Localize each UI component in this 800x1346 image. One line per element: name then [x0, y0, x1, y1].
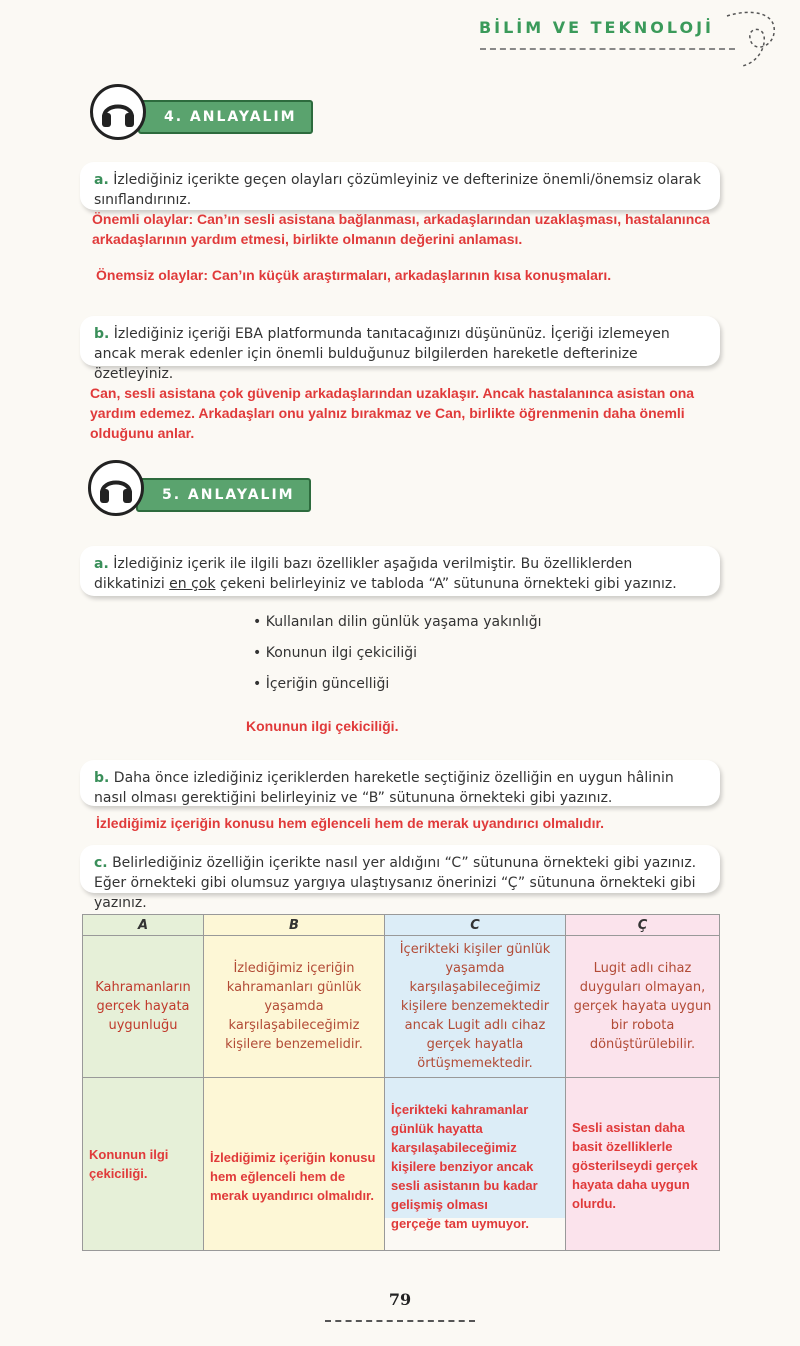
question-letter: b.	[94, 326, 110, 342]
list-item: • İçeriğin güncelliği	[253, 676, 390, 692]
question-5b-card	[80, 760, 720, 806]
headphones-icon	[88, 460, 144, 516]
question-4b-text: İzlediğiniz içeriği EBA platformunda tanıtacağınızı düşününüz. İçeriği izlemeyen ancak merak edenler için önemli bulduğunuz bilgilerden hareketle defterinize özetleyiniz.	[94, 326, 670, 382]
question-5a-underlined: en çok	[169, 576, 216, 592]
section-5-title: 5. ANLAYALIM	[136, 478, 311, 512]
table-cell: Konunun ilgi çekiciliği.	[83, 1078, 204, 1251]
table-header-a: A	[83, 915, 204, 936]
table-cell: İzlediğimiz içeriğin konusu hem eğlenceli hem de merak uyandırıcı olmalıdır.	[204, 1078, 385, 1251]
question-5c-text: Belirlediğiniz özelliğin içerikte nasıl yer aldığını “C” sütununa örnekteki gibi yazınız. Eğer örnekteki gibi olumsuz yargıya ulaştıysanız önerinizi “Ç” sütununa örnekteki gibi yazınız.	[94, 855, 697, 911]
table-cell-c	[385, 1078, 566, 1251]
table-row	[83, 936, 720, 1078]
question-4a-text: İzlediğiniz içerikte geçen olayları çözümleyiniz ve defterinize önemli/önemsiz olarak sınıflandırınız.	[94, 172, 701, 208]
question-4a-card	[80, 162, 720, 210]
table-header-c: C	[385, 915, 566, 936]
answer-5a: Konunun ilgi çekiciliği.	[246, 718, 399, 734]
question-5a-text-1: İzlediğiniz içerik ile ilgili bazı özellikler aşağıda verilmiştir. Bu özelliklerden dikkatinizi	[94, 556, 633, 592]
question-5b-text: Daha önce izlediğiniz içeriklerden hareketle seçtiğiniz özelliğin en uygun hâlinin nasıl olması gerektiğini belirleyiniz ve “B” sütununa örnekteki gibi yazınız.	[94, 770, 674, 806]
answer-4a-important: Önemli olaylar: Can’ın sesli asistana bağlanması, arkadaşlarından uzaklaşması, hastalanınca arkadaşlarının yardım etmesi, birlikte olmanın değerini anlaması.	[92, 211, 710, 247]
question-letter: c.	[94, 855, 108, 871]
question-4b-card	[80, 316, 720, 382]
feature-list	[253, 614, 542, 707]
table-cell: İzlediğimiz içeriğin kahramanları günlük yaşamda karşılaşabileceğimiz kişilere benzemelidir.	[204, 936, 385, 1078]
question-letter: a.	[94, 556, 109, 572]
table-cell: İçerikteki kişiler günlük yaşamda karşılaşabileceğimiz kişilere benzemektedir ancak Lugit adlı cihaz gerçek hayatla örtüşmemektedir.	[385, 936, 566, 1078]
answer-5b: İzlediğimiz içeriğin konusu hem eğlenceli hem de merak uyandırıcı olmalıdır.	[96, 815, 605, 831]
question-5a-text-2: çekeni belirleyiniz ve tabloda “A” sütununa örnekteki gibi yazınız.	[219, 576, 677, 592]
answer-4b-summary: Can, sesli asistana çok güvenip arkadaşlarından uzaklaşır. Ancak hastalanınca asistan ona yardım edemez. Arkadaşları onu yalnız bırakmaz ve Can, birlikte öğrenmenin daha önemli olduğunu anlar.	[90, 385, 695, 441]
table-header-cc: Ç	[566, 915, 720, 936]
question-letter: b.	[94, 770, 110, 786]
swirl-decoration-icon	[722, 8, 782, 68]
question-5a-card	[80, 546, 720, 596]
page-number-divider	[325, 1320, 475, 1322]
list-item: • Konunun ilgi çekiciliği	[253, 645, 418, 661]
table-header-row	[83, 915, 720, 936]
table-row	[83, 1078, 720, 1251]
table-cell: Kahramanların gerçek hayata uygunluğu	[83, 936, 204, 1078]
answer-4a-unimportant: Önemsiz olaylar: Can’ın küçük araştırmaları, arkadaşlarının kısa konuşmaları.	[96, 267, 612, 283]
table-cell: Lugit adlı cihaz duyguları olmayan, gerçek hayata uygun bir robota dönüştürülebilir.	[566, 936, 720, 1078]
answer-table	[82, 914, 720, 1251]
page-number: 79	[388, 1290, 412, 1309]
list-item: • Kullanılan dilin günlük yaşama yakınlığı	[253, 614, 542, 630]
table-cell-text: İçerikteki kahramanlar günlük hayatta karşılaşabileceğimiz kişilere benziyor ancak sesli asistanın bu kadar gelişmiş olması gerçeğe tam uymuyor.	[391, 1101, 538, 1231]
section-4-title: 4. ANLAYALIM	[138, 100, 313, 134]
question-5c-card	[80, 845, 720, 911]
headphones-icon	[90, 84, 146, 140]
header-divider	[480, 48, 735, 50]
table-cell: Sesli asistan daha basit özelliklerle gösterilseydi gerçek hayata daha uygun olurdu.	[566, 1078, 720, 1251]
question-letter: a.	[94, 172, 109, 188]
table-header-b: B	[204, 915, 385, 936]
page-header-title: BİLİM VE TEKNOLOJİ	[478, 18, 714, 37]
